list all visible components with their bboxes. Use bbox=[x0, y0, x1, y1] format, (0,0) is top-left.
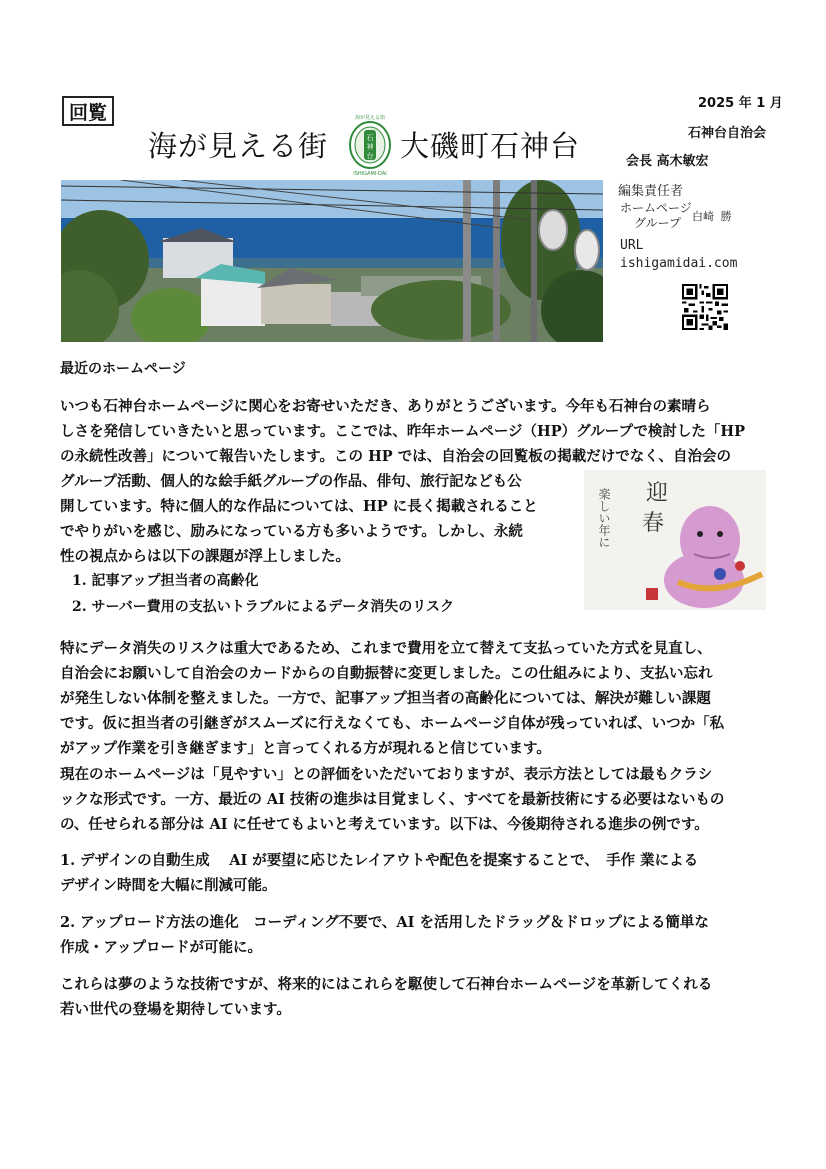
issue-date: 2025 年 1 月 bbox=[698, 96, 783, 111]
seal-bottom-text: ISHIGAMI-DAI bbox=[353, 171, 387, 177]
title-right: 大磯町石神台 bbox=[400, 129, 581, 163]
qr-code[interactable] bbox=[682, 284, 728, 330]
response-line-3: が発生しない体制を整えました。一方で、記事アップ担当者の高齢化については、解決が難しい課題 bbox=[60, 690, 711, 707]
circulation-label: 回覧 bbox=[62, 96, 114, 126]
response-line-2: 自治会にお願いして自治会のカードからの自動振替に変更しました。この仕組みにより、支払い忘れ bbox=[60, 665, 713, 682]
card-text-mid: 春 bbox=[642, 511, 665, 536]
example-design-line-1: 1. デザインの自動生成 AI が要望に応じたレイアウトや配色を提案することで、 手作 業による bbox=[60, 852, 699, 869]
example-upload-line-2: 作成・アップロードが可能に。 bbox=[60, 939, 262, 956]
intro-line-4: グループ活動、個人的な絵手紙グループの作品、俳句、旅行記なども公 bbox=[60, 473, 522, 490]
closing-line-1: これらは夢のような技術ですが、将来的にはこれらを駆使して石神台ホームページを革新してくれる bbox=[60, 976, 713, 993]
url-link[interactable]: ishigamidai.com bbox=[620, 256, 738, 271]
intro-line-6: でやりがいを感じ、励みになっている方も多いようです。しかし、永続 bbox=[60, 523, 523, 540]
title-left: 海が見える街 bbox=[148, 129, 329, 163]
paragraph-ai bbox=[60, 762, 780, 837]
group-line-1: ホームページ bbox=[620, 201, 692, 215]
intro-line-5: 開しています。特に個人的な作品については、HP に長く掲載されること bbox=[60, 498, 538, 515]
example-design-line-2: デザイン時間を大幅に削減可能。 bbox=[60, 877, 277, 894]
response-line-4: です。仮に担当者の引継ぎがスムーズに行えなくても、ホームページ自体が残っていれば、いつか「私 bbox=[60, 715, 725, 732]
card-text-top: 迎 bbox=[646, 481, 669, 506]
response-line-5: がアップ作業を引き継ぎます」と言ってくれる方が現れると信じています。 bbox=[60, 740, 551, 757]
response-line-1: 特にデータ消失のリスクは重大であるため、これまで費用を立て替えて支払っていた方式を見直し、 bbox=[60, 640, 712, 657]
seal-logo bbox=[346, 112, 394, 178]
intro-line-7: 性の視点からは以下の課題が浮上しました。 bbox=[60, 548, 350, 565]
ai-line-1: 現在のホームページは「見やすい」との評価をいただいておりますが、表示方法としては最もクラシ bbox=[60, 766, 713, 783]
card-text-side: 楽しい年に bbox=[597, 488, 611, 548]
ai-line-2: ックな形式です。一方、最近の AI 技術の進歩は目覚ましく、すべてを最新技術にする必要はないもの bbox=[60, 791, 725, 808]
closing-line-2: 若い世代の登場を期待しています。 bbox=[60, 1001, 291, 1018]
intro-line-3: の永続性改善」について報告いたします。この HP では、自治会の回覧板の掲載だけでなく、自治会の bbox=[60, 448, 731, 465]
issue-list bbox=[72, 568, 454, 620]
new-year-card-image bbox=[584, 470, 766, 610]
example-design bbox=[60, 848, 780, 898]
url-label: URL bbox=[620, 238, 644, 253]
issue-item: 2. サーバー費用の支払いトラブルによるデータ消失のリスク bbox=[72, 599, 454, 615]
svg-text:神: 神 bbox=[366, 143, 374, 151]
editor-name: 白崎 勝 bbox=[692, 210, 732, 223]
chair-name: 会長 高木敏宏 bbox=[626, 154, 709, 169]
ai-line-3: の、任せられる部分は AI に任せてもよいと考えています。以下は、今後期待される進歩の例です。 bbox=[60, 816, 709, 833]
intro-line-1: いつも石神台ホームページに関心をお寄せいただき、ありがとうございます。今年も石神台の素晴ら bbox=[60, 398, 711, 415]
example-upload bbox=[60, 910, 780, 960]
group-line-2: グループ bbox=[634, 216, 682, 230]
intro-line-2: しさを発信していきたいと思っています。ここでは、昨年ホームページ（HP）グループで検討した「HP bbox=[60, 423, 746, 440]
issue-item: 1. 記事アップ担当者の高齢化 bbox=[72, 573, 259, 589]
sea-view-photo bbox=[61, 180, 603, 342]
svg-text:台: 台 bbox=[366, 152, 374, 160]
organization-name: 石神台自治会 bbox=[688, 126, 767, 141]
article-heading: 最近のホームページ bbox=[60, 361, 186, 377]
svg-text:石: 石 bbox=[366, 134, 374, 142]
paragraph-closing bbox=[60, 972, 780, 1022]
example-upload-line-1: 2. アップロード方法の進化 コーディング不要で、AI を活用したドラッグ＆ドロップによる簡単な bbox=[60, 914, 709, 931]
seal-top-text: 海が見える街 bbox=[354, 115, 386, 121]
editor-label: 編集責任者 bbox=[618, 184, 684, 199]
paragraph-response bbox=[60, 636, 780, 761]
